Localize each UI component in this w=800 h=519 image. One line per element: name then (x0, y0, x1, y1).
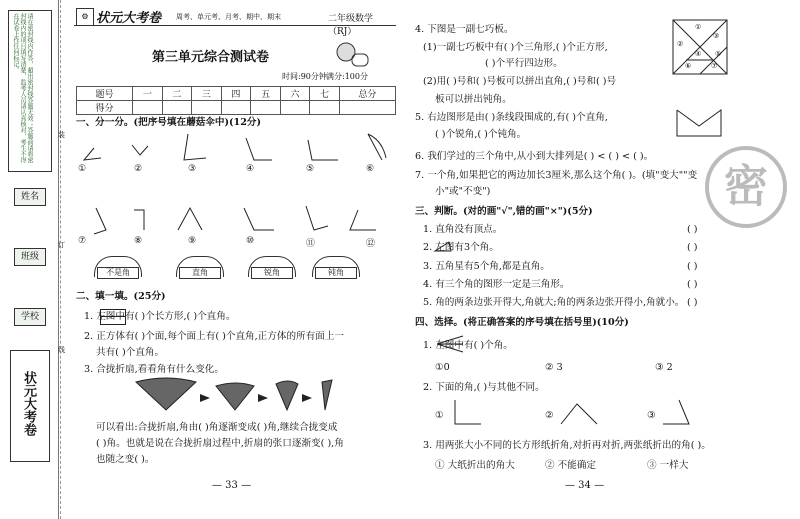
left-page (66, 0, 396, 519)
judge-item-1: 1. 直角没有顶点。 (423, 224, 503, 235)
seal-mark-3: 线 (58, 346, 65, 354)
exam-types: 周考、单元考、月考、期中、期末 (176, 13, 281, 21)
fill-question-2-line-1: 2. 正方体有( )个面,每个面上有( )个直角,正方体的所有面上一 (84, 331, 345, 342)
mushroom-label: 不是角 (97, 267, 139, 279)
sidebar-logo-text: 状元大考卷 (21, 371, 36, 436)
rectangle-figure (100, 309, 126, 325)
angle-label: ② (134, 164, 143, 174)
tangram-label: ⑦ (711, 62, 718, 70)
score-cell[interactable] (280, 101, 310, 115)
mascot-image (334, 40, 368, 70)
fill-question-1: 1. 左图中有( )个长方形,( )个直角。 (84, 311, 236, 322)
angle-label: ⑥ (366, 164, 375, 174)
brand-icon: ⚙ (76, 8, 94, 26)
sidebar-logo (10, 350, 50, 462)
fill-question-4-1a: (1)一副七巧板中有( )个三角形,( )个正方形, (423, 42, 608, 53)
choice-2-option[interactable]: ③ (647, 410, 656, 421)
choice-question-3: 3. 用两张大小不同的长方形纸折角,对折再对折,两张纸折出的角( )。 (423, 440, 711, 451)
section-3-heading: 三、判断。(对的画"√",错的画"×")(5分) (415, 206, 593, 217)
mushroom-right-angle[interactable] (176, 256, 224, 277)
angle-figures (76, 130, 396, 240)
score-cell[interactable] (162, 101, 192, 115)
score-cell[interactable] (221, 101, 251, 115)
notice-text: 请在密封线内作答，超出密封线答题无效；答题前请将密封线内的项目填写清楚，监考人员请认真核对，考生不得在试卷上作任何标记。 (12, 13, 33, 163)
angle-label: ⑨ (188, 236, 197, 246)
right-page (405, 0, 795, 519)
time-limit: 时间:90分钟 (282, 72, 327, 81)
brand-logo: 状元大考卷 (96, 11, 162, 26)
score-th: 一 (133, 87, 163, 101)
score-cell[interactable] (339, 101, 395, 115)
score-th: 五 (251, 87, 281, 101)
fill-question-3: 3. 合拢折扇,看看角有什么变化。 (84, 364, 224, 375)
page-number-left: — 33 — (212, 480, 252, 491)
seal-line (60, 0, 62, 519)
fill-question-3-line-2: ( )角。也就是说在合拢折扇过程中,折扇的张口逐渐变( ),角 (96, 438, 344, 449)
tangram-label: ① (695, 23, 702, 31)
polygon-figure (677, 106, 723, 138)
score-table (76, 86, 396, 115)
angle-label: ⑪ (306, 239, 316, 249)
tangram-label: ③ (713, 32, 720, 40)
seal-mark-2: 订 (58, 241, 65, 249)
choice-2-angles (451, 398, 711, 428)
choice-1-option[interactable]: ①0 (435, 362, 450, 373)
tangram-label: ② (677, 40, 684, 48)
fill-question-2-line-2: 共有( )个直角。 (96, 347, 165, 358)
fill-question-5-line-1: 5. 右边图形是由( )条线段围成的,有( )个直角, (415, 112, 608, 123)
score-row-label: 得分 (77, 101, 133, 115)
angle-label: ⑧ (134, 236, 143, 246)
mushroom-label: 锐角 (251, 267, 293, 279)
notice-strip (8, 10, 52, 172)
confidential-stamp: 密 (705, 146, 787, 228)
choice-2-option[interactable]: ① (435, 410, 444, 421)
rays-figure (437, 336, 463, 352)
choice-question-2: 2. 下面的角,( )与其他不同。 (423, 382, 545, 393)
angle-label: ⑩ (246, 236, 255, 246)
folding-fans-figure (136, 378, 346, 412)
paper-title: 第三单元综合测试卷 (152, 50, 270, 65)
fill-question-4-2b: 板可以拼出钝角。 (435, 94, 512, 105)
score-cell[interactable] (251, 101, 281, 115)
fill-question-4-2a: (2)用( )号和( )号板可以拼出直角,( )号和( )号 (423, 76, 617, 87)
tangram-label: ⑤ (715, 50, 722, 58)
choice-2-option[interactable]: ② (545, 410, 554, 421)
fill-question-7-line-2: 小"或"不变") (435, 186, 491, 197)
judge-item-4: 4. 有三个角的图形一定是三角形。 (423, 279, 570, 290)
judge-item-2: 2. 左图有3个角。 (423, 242, 499, 253)
judge-item-5: 5. 角的两条边张开得大,角就大;角的两条边张开得小,角就小。 (423, 297, 685, 308)
judge-item-3: 3. 五角星有5个角,都是直角。 (423, 261, 550, 272)
section-4-heading: 四、选择。(将正确答案的序号填在括号里)(10分) (415, 317, 629, 328)
full-score: 满分:100分 (326, 72, 368, 81)
score-cell[interactable] (192, 101, 222, 115)
score-th: 总分 (339, 87, 395, 101)
mushroom-label: 直角 (179, 267, 221, 279)
score-cell[interactable] (133, 101, 163, 115)
mushroom-obtuse-angle[interactable] (312, 256, 360, 277)
fill-question-5-line-2: ( )个锐角,( )个钝角。 (435, 129, 527, 140)
judge-answer[interactable]: ( ) (687, 279, 698, 290)
header-rule (74, 25, 396, 26)
angle-label: ③ (188, 164, 197, 174)
angle-label: ④ (246, 164, 255, 174)
score-th: 六 (280, 87, 310, 101)
tangram-label: ⑥ (685, 62, 692, 70)
page-number-right: — 34 — (565, 480, 605, 491)
name-field[interactable]: 姓名 (14, 188, 46, 206)
mushroom-label: 钝角 (315, 267, 357, 279)
mushroom-not-angle[interactable] (94, 256, 142, 277)
fill-question-3-line-1: 可以看出:合拢折扇,角由( )角逐渐变成( )角,继续合拢变成 (96, 422, 338, 433)
angle-label: ⑦ (78, 236, 87, 246)
section-1-heading: 一、分一分。(把序号填在蘑菇伞中)(12分) (76, 117, 262, 128)
score-th: 题号 (77, 87, 133, 101)
choice-3-option[interactable]: ② 不能确定 (545, 460, 597, 471)
angle-label: ① (78, 164, 87, 174)
fill-question-4-1b: ( )个平行四边形。 (485, 58, 563, 69)
seal-mark-1: 装 (58, 131, 65, 139)
choice-question-1: 1. 左图中有( )个角。 (423, 340, 513, 351)
score-th: 七 (310, 87, 340, 101)
score-th: 三 (192, 87, 222, 101)
fill-question-3-line-3: 也随之变( )。 (96, 454, 155, 465)
choice-3-option[interactable]: ① 大纸折出的角大 (435, 460, 515, 471)
judge-answer[interactable]: ( ) (687, 224, 698, 235)
choice-3-option[interactable]: ③ 一样大 (647, 460, 689, 471)
score-th: 四 (221, 87, 251, 101)
section-2-heading: 二、填一填。(25分) (76, 291, 166, 302)
judge-answer[interactable]: ( ) (687, 242, 698, 253)
triangle-figure (435, 242, 451, 252)
fill-question-4: 4. 下图是一副七巧板。 (415, 24, 514, 35)
subject-label: 二年级数学（RJ） (328, 14, 374, 37)
angle-label: ⑤ (306, 164, 315, 174)
choice-1-option[interactable]: ② 3 (545, 362, 563, 373)
judge-answer[interactable]: ( ) (687, 297, 698, 308)
score-th: 二 (162, 87, 192, 101)
class-field[interactable]: 班级 (14, 248, 46, 266)
fill-question-7-line-1: 7. 一个角,如果把它的两边加长3厘米,那么这个角( )。(填"变大""变 (415, 170, 698, 181)
mushroom-acute-angle[interactable] (248, 256, 296, 277)
judge-answer[interactable]: ( ) (687, 261, 698, 272)
score-cell[interactable] (310, 101, 340, 115)
school-field[interactable]: 学校 (14, 308, 46, 326)
choice-1-option[interactable]: ③ 2 (655, 362, 673, 373)
fill-question-6: 6. 我们学过的三个角中,从小到大排列是( ) < ( ) < ( )。 (415, 151, 654, 162)
tangram-label: ④ (695, 50, 702, 58)
angle-label: ⑫ (366, 239, 376, 249)
binding-sidebar (0, 0, 59, 519)
